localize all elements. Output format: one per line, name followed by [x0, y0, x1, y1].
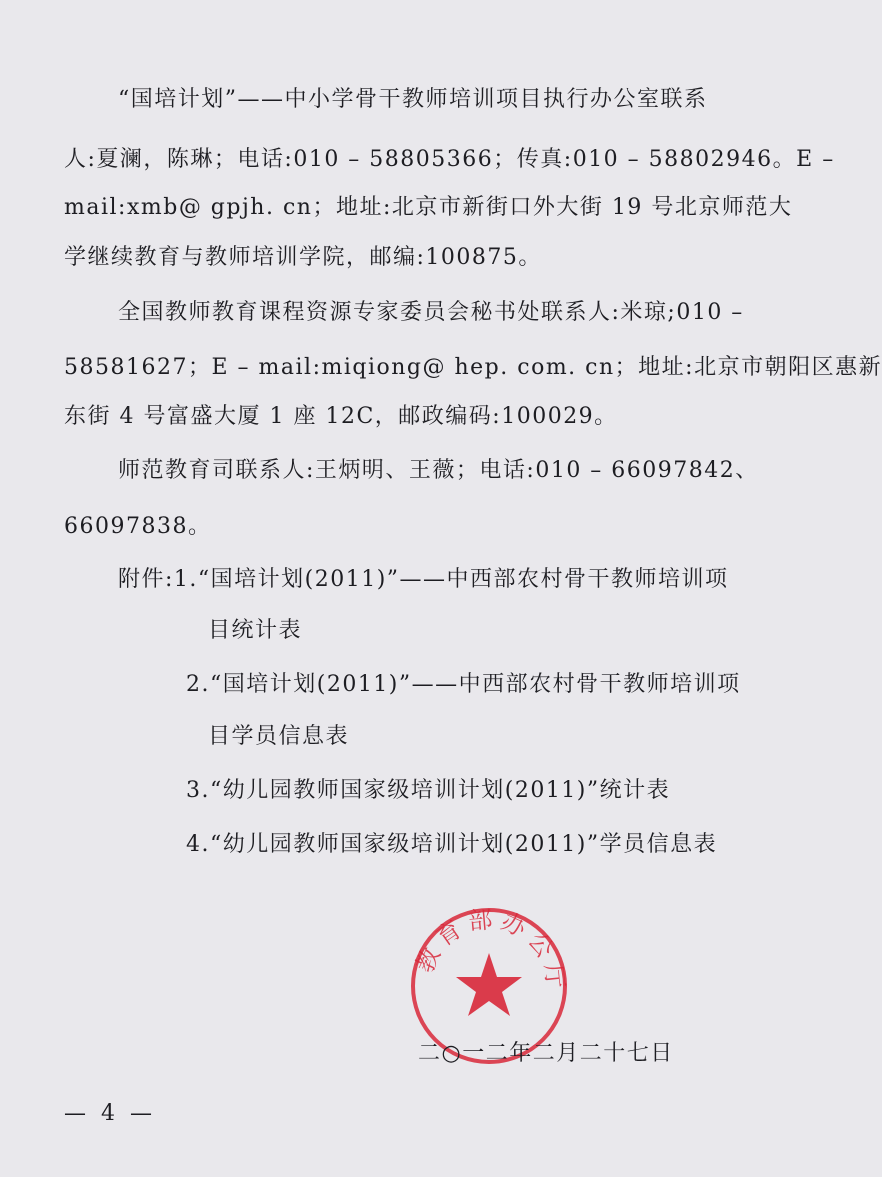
signature-date: 二○一二年二月二十七日 [418, 1041, 674, 1066]
contact-line-1: “国培计划”——中小学骨干教师培训项目执行办公室联系 [118, 87, 708, 112]
attachment-2-line-2: 目学员信息表 [208, 724, 350, 749]
contact-line-3: mail:xmb@ gpjh. cn；地址:北京市新街口外大街 19 号北京师范大 [64, 195, 793, 220]
contact-line-5: 全国教师教育课程资源专家委员会秘书处联系人:米琼;010 – [118, 300, 744, 325]
attachment-1-line-1: 附件:1.“国培计划(2011)”——中西部农村骨干教师培训项 [118, 567, 729, 592]
contact-line-7: 东街 4 号富盛大厦 1 座 12C，邮政编码:100029。 [64, 404, 618, 429]
attachment-2-line-1: 2.“国培计划(2011)”——中西部农村骨干教师培训项 [186, 672, 741, 697]
contact-line-2: 人:夏澜，陈琳；电话:010 – 58805366；传真:010 – 58802946。E – [64, 147, 835, 172]
attachment-1-line-2: 目统计表 [208, 618, 303, 643]
page-number: — 4 — [64, 1101, 156, 1126]
attachment-4: 4.“幼儿园教师国家级培训计划(2011)”学员信息表 [186, 832, 718, 857]
contact-line-8: 师范教育司联系人:王炳明、王薇；电话:010 – 66097842、 [118, 458, 759, 483]
svg-text:教育部办公厅: 教育部办公厅 [410, 905, 570, 996]
attachment-3: 3.“幼儿园教师国家级培训计划(2011)”统计表 [186, 778, 671, 803]
contact-line-4: 学继续教育与教师培训学院，邮编:100875。 [64, 245, 542, 270]
contact-line-6: 58581627；E – mail:miqiong@ hep. com. cn；地址:北京市朝阳区惠新 [64, 355, 882, 380]
contact-line-9: 66097838。 [64, 514, 212, 539]
